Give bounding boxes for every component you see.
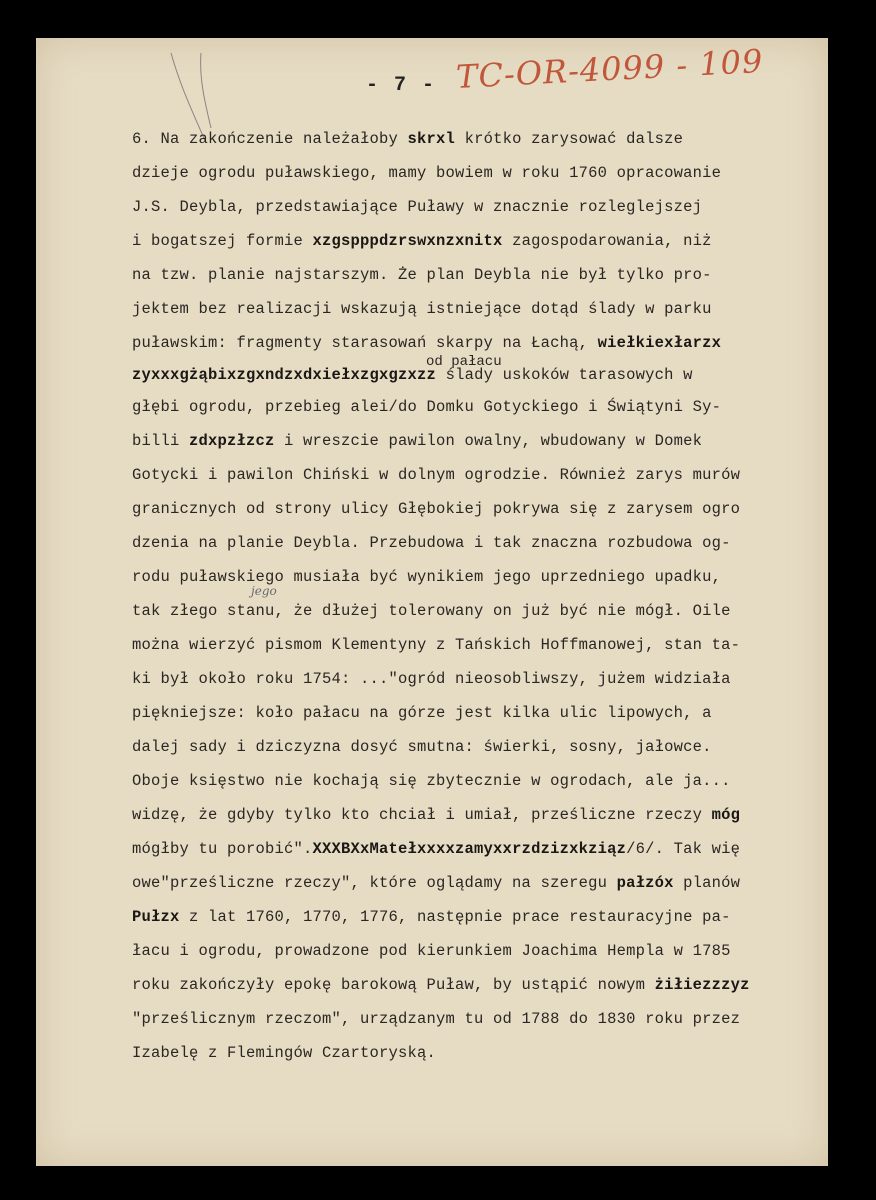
page-number: - 7 - bbox=[366, 74, 437, 97]
text-line-2: dzieje ogrodu puławskiego, mamy bowiem w roku 1760 opracowanie bbox=[132, 164, 722, 182]
text-line-28: Izabelę z Flemingów Czartoryską. bbox=[132, 1044, 437, 1062]
text-line-23: owe"prześliczne rzeczy", które oglądamy na szeregu pałzóx planów bbox=[132, 874, 741, 892]
text-line-19: dalej sady i dziczyzna dosyć smutna: świerki, sosny, jałowce. bbox=[132, 738, 712, 756]
interlinear-insertion: od pałacu bbox=[426, 354, 502, 370]
text-line-12: granicznych od strony ulicy Głębokiej pokrywa się z zarysem ogro bbox=[132, 500, 741, 518]
text-line-6: jektem bez realizacji wskazują istniejące dotąd ślady w parku bbox=[132, 300, 712, 318]
archive-signature: TC-OR-4099 - 109 bbox=[455, 41, 765, 97]
text-line-4: i bogatszej formie xzgspppdzrswxnzxnitx zagospodarowania, niż bbox=[132, 232, 712, 250]
text-line-16: można wierzyć pismom Klementyny z Tańskich Hoffmanowej, stan ta- bbox=[132, 636, 741, 654]
text-line-13: dzenia na planie Deybla. Przebudowa i tak znaczna rozbudowa og- bbox=[132, 534, 731, 552]
text-line-8: zyxxxgżąbixzgxndzxdxiełxzgxgzxzz ślady uskoków tarasowych w bbox=[132, 366, 693, 384]
text-line-24: Pułzx z lat 1760, 1770, 1776, następnie prace restauracyjne pa- bbox=[132, 908, 731, 926]
text-line-9: głębi ogrodu, przebieg alei/do Domku Gotyckiego i Świątyni Sy- bbox=[132, 398, 722, 416]
document-page bbox=[36, 38, 828, 1166]
text-line-27: "prześlicznym rzeczom", urządzanym tu od 1788 do 1830 roku przez bbox=[132, 1010, 741, 1028]
text-line-5: na tzw. planie najstarszym. Że plan Deybla nie był tylko pro- bbox=[132, 266, 712, 284]
text-line-17: ki był około roku 1754: ..."ogród nieosobliwszy, jużem widziała bbox=[132, 670, 731, 688]
text-line-1: 6. Na zakończenie należałoby skrxl krótko zarysować dalsze bbox=[132, 130, 684, 148]
text-line-15: tak złego stanu, że dłużej tolerowany on już być nie mógł. Oile bbox=[132, 602, 731, 620]
text-line-21: widzę, że gdyby tylko kto chciał i umiał, prześliczne rzeczy móg bbox=[132, 806, 741, 824]
text-line-7: puławskim: fragmenty starasowań skarpy na Łachą, wiełkiexłarzx bbox=[132, 334, 722, 352]
text-line-14: rodu puławskiego musiała być wynikiem jego uprzedniego upadku, bbox=[132, 568, 722, 586]
pencil-annotation: jego bbox=[251, 584, 277, 598]
text-line-3: J.S. Deybla, przedstawiające Puławy w znacznie rozleglejszej bbox=[132, 198, 703, 216]
text-line-25: łacu i ogrodu, prowadzone pod kierunkiem Joachima Hempla w 1785 bbox=[132, 942, 731, 960]
text-line-10: billi zdxpzłzcz i wreszcie pawilon owalny, wbudowany w Domek bbox=[132, 432, 703, 450]
text-line-18: piękniejsze: koło pałacu na górze jest kilka ulic lipowych, a bbox=[132, 704, 712, 722]
text-line-26: roku zakończyły epokę barokową Puław, by ustąpić nowym żiłiezzzyz bbox=[132, 976, 750, 994]
text-line-11: Gotycki i pawilon Chiński w dolnym ogrodzie. Również zarys murów bbox=[132, 466, 741, 484]
text-line-20: Oboje księstwo nie kochają się zbytecznie w ogrodach, ale ja... bbox=[132, 772, 731, 790]
text-line-22: mógłby tu porobić".XXXBXxMatełxxxxzamyxxrzdzizxkziąz/6/. Tak wię bbox=[132, 840, 741, 858]
